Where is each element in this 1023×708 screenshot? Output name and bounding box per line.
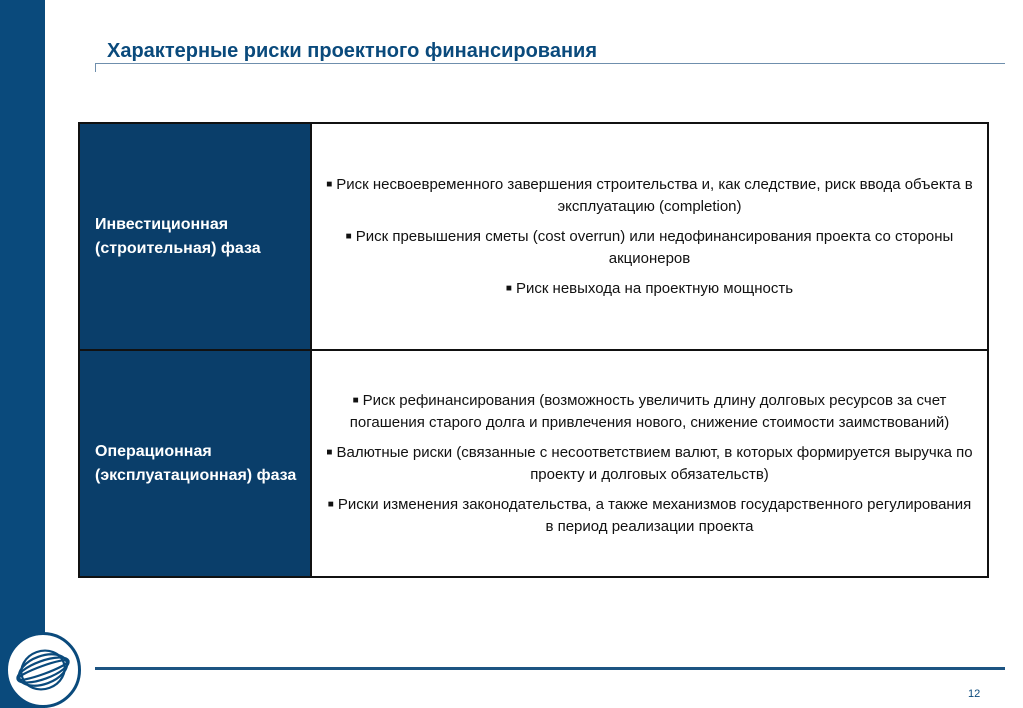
risk-item — [322, 390, 977, 434]
risk-text: Валютные риски (связанные с несоответствием валют, в которых формируется выручка по проекту и долговых обязательств) — [336, 443, 973, 483]
globe-logo-icon — [5, 632, 81, 708]
footer-divider — [95, 667, 1005, 670]
risk-text: Риск невыхода на проектную мощность — [515, 279, 794, 297]
slide-title: Характерные риски проектного финансирования — [107, 40, 597, 62]
square-bullet-icon: ■ — [327, 498, 334, 510]
page-number: 12 — [968, 688, 981, 700]
risk-item — [322, 174, 977, 218]
phase-cell — [80, 351, 312, 576]
table-row-operational-phase — [80, 349, 987, 576]
risk-item — [322, 494, 977, 538]
risk-text: Риск превышения сметы (cost overrun) или недофинансирования проекта со стороны акционеров — [355, 227, 954, 267]
risk-item — [322, 226, 977, 270]
phase-label: Инвестиционная (строительная) фаза — [95, 215, 261, 257]
phase-label: Операционная (эксплуатационная) фаза — [95, 442, 297, 484]
risk-text: Риск рефинансирования (возможность увеличить длину долговых ресурсов за счет погашения старого долга и привлечения нового, снижение стоимости заимствований) — [349, 391, 950, 431]
left-sidebar-band — [0, 0, 45, 708]
square-bullet-icon: ■ — [326, 446, 333, 458]
square-bullet-icon: ■ — [345, 230, 352, 242]
phase-cell — [80, 124, 312, 349]
square-bullet-icon: ■ — [505, 282, 512, 294]
risk-item — [322, 442, 977, 486]
risk-text: Риск несвоевременного завершения строительства и, как следствие, риск ввода объекта в эксплуатацию (completion) — [336, 175, 973, 215]
risk-table — [78, 122, 989, 578]
square-bullet-icon: ■ — [326, 178, 333, 190]
risks-cell — [312, 124, 987, 349]
square-bullet-icon: ■ — [352, 394, 359, 406]
risk-item — [322, 278, 977, 300]
risk-text: Риски изменения законодательства, а также механизмов государственного регулирования в период реализации проекта — [337, 495, 972, 535]
risks-cell — [312, 351, 987, 576]
title-underline-tick — [95, 63, 96, 72]
title-underline — [95, 63, 1005, 64]
table-row-investment-phase — [80, 124, 987, 349]
